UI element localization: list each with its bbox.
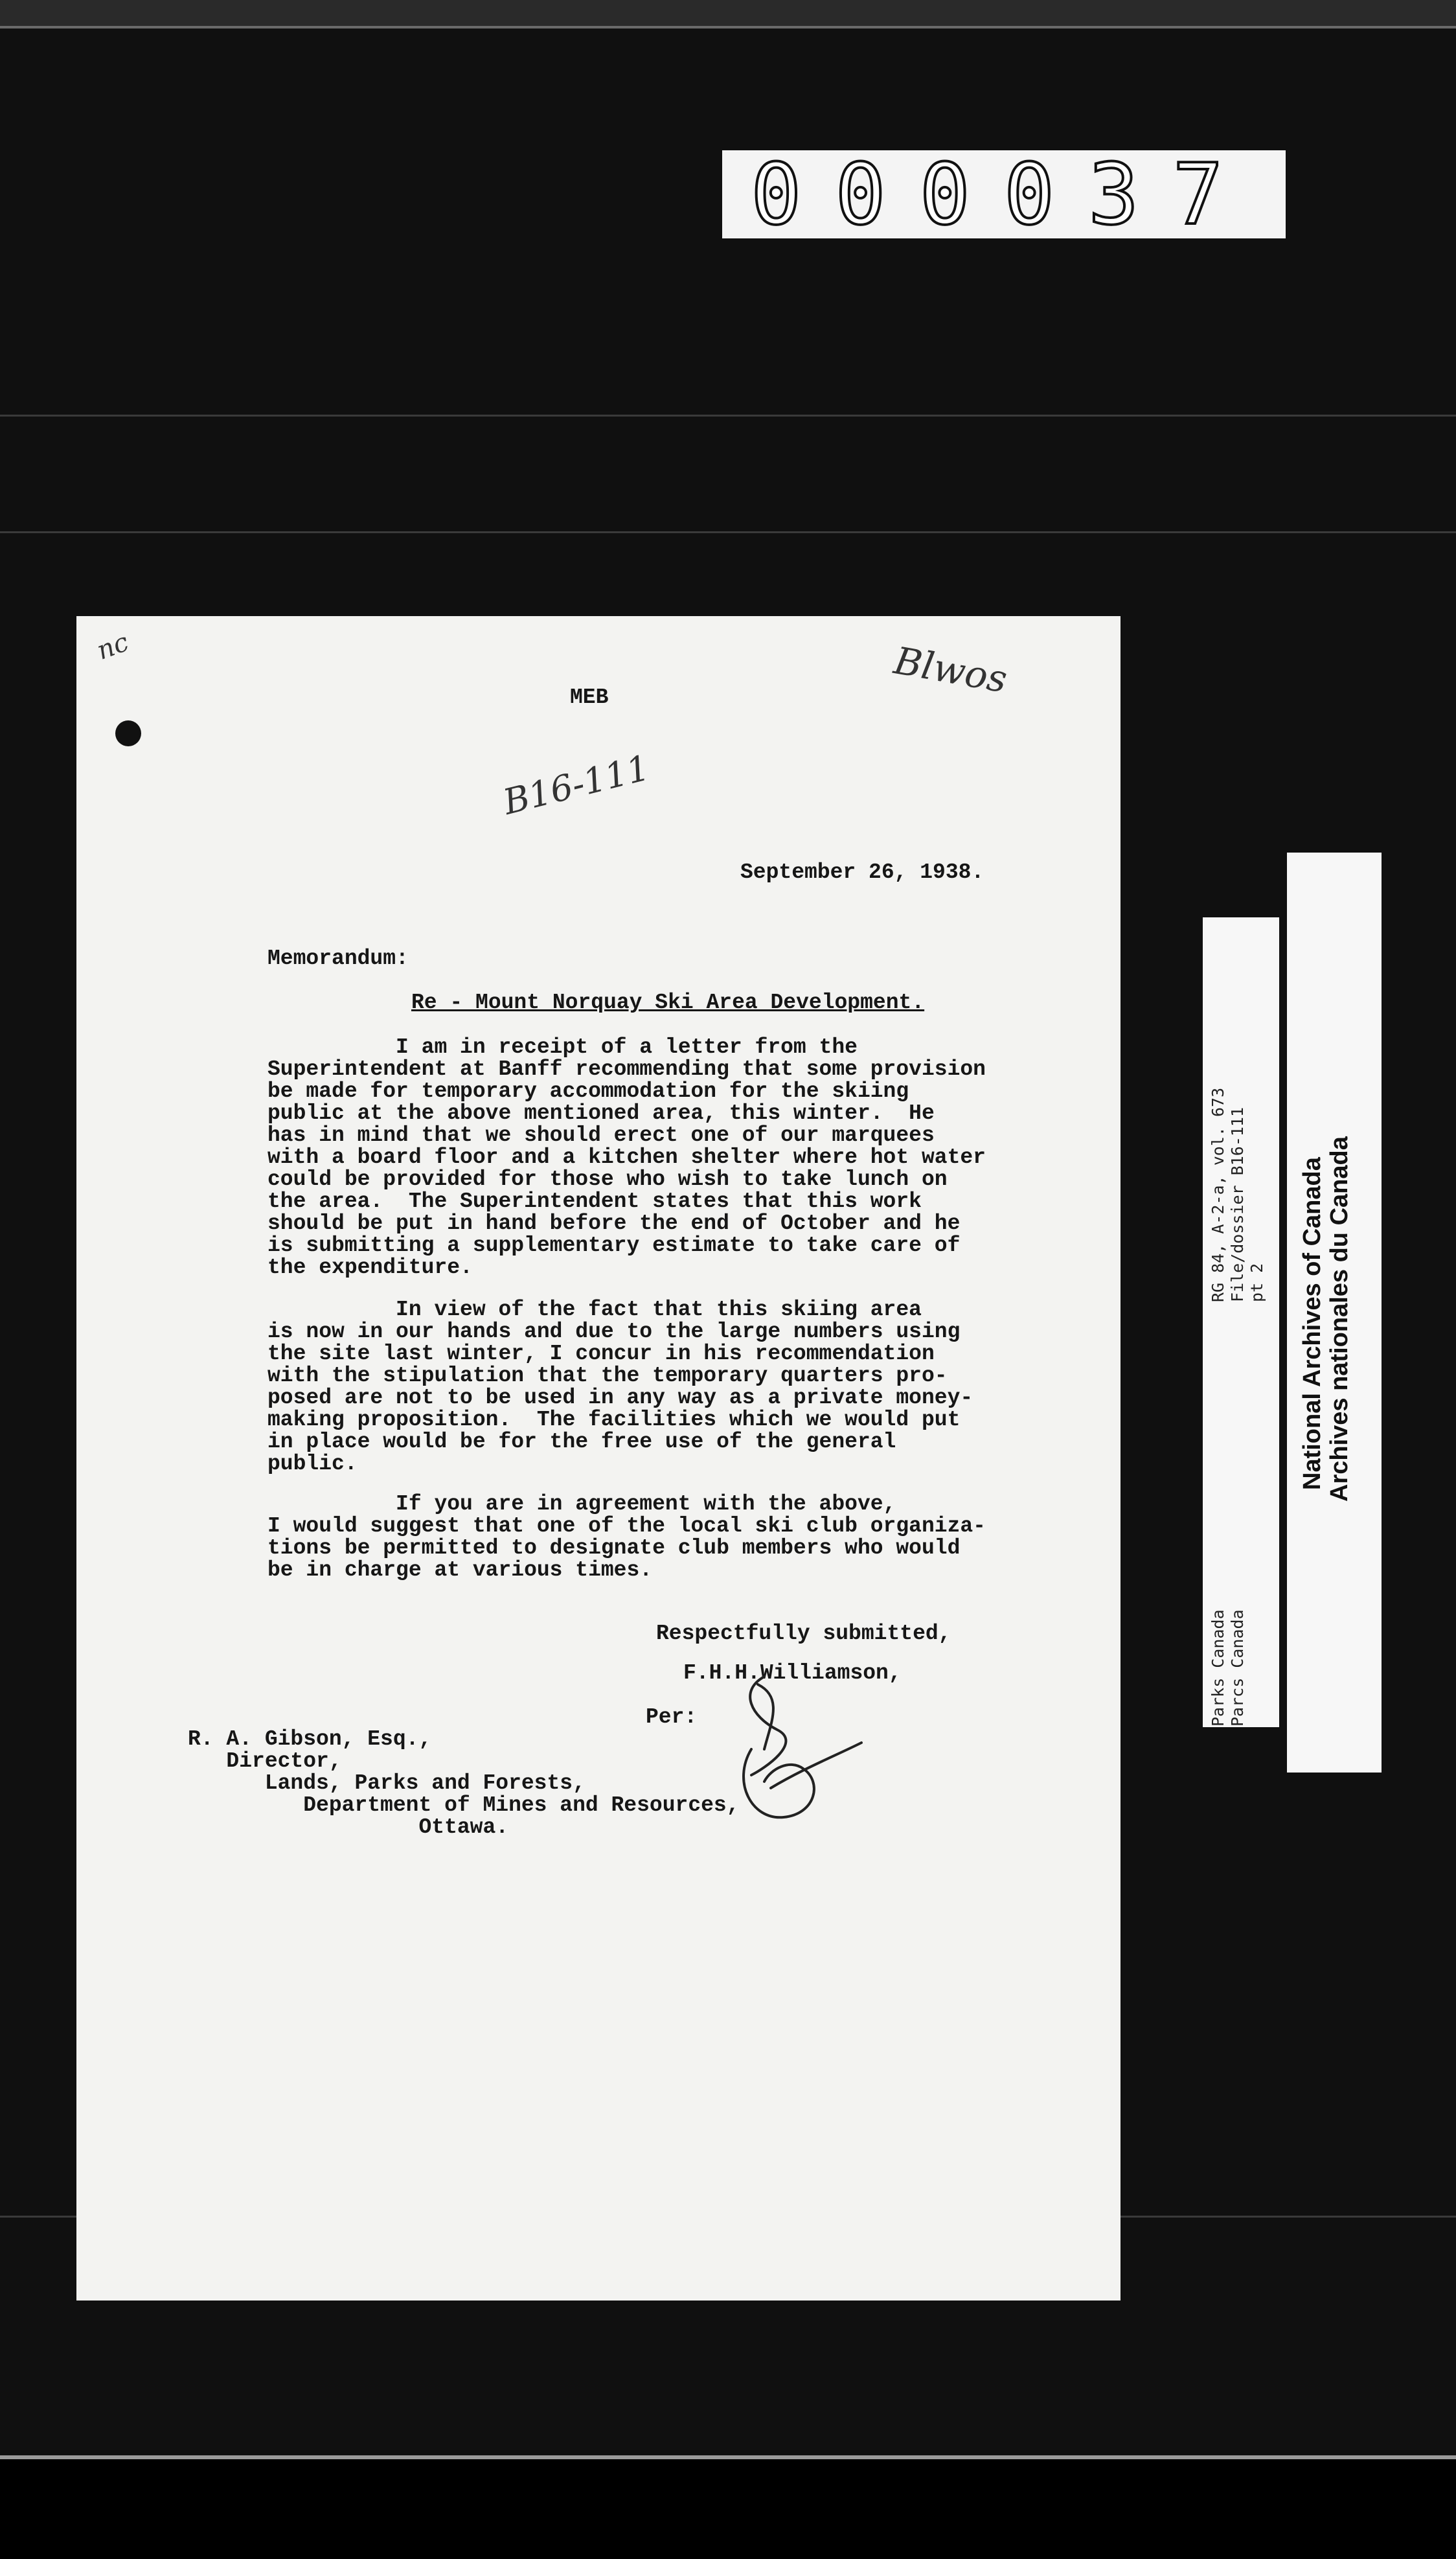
text-line: with a board floor and a kitchen shelter where hot water	[267, 1145, 986, 1169]
handwritten-corner-note: nc	[93, 627, 133, 666]
text-line: be made for temporary accommodation for the skiing	[267, 1079, 909, 1103]
archive-title-fr: Archives nationales du Canada	[1326, 1136, 1353, 1502]
archive-reference-panel	[1203, 917, 1279, 1727]
text-line: Director,	[188, 1749, 342, 1773]
text-line: with the stipulation that the temporary quarters pro-	[267, 1364, 948, 1388]
text-line: Superintendent at Banff recommending that some provision	[267, 1057, 986, 1081]
text-line: Lands, Parks and Forests,	[188, 1771, 586, 1795]
punch-hole	[115, 720, 141, 746]
archive-text-line: Parcs Canada	[1228, 1609, 1247, 1727]
film-scratch	[0, 415, 1456, 417]
archive-text-line: pt 2	[1247, 1263, 1266, 1302]
text-line: should be put in hand before the end of October and he	[267, 1211, 961, 1235]
handwritten-stamp-note: Blwos	[891, 638, 1011, 702]
film-top-edge	[0, 0, 1456, 29]
text-line: If you are in agreement with the above,	[267, 1492, 896, 1516]
frame-number-label	[722, 145, 1286, 244]
text-line: the area. The Superintendent states that this work	[267, 1189, 922, 1213]
text-line: is now in our hands and due to the large numbers using	[267, 1320, 961, 1344]
text-line: I would suggest that one of the local ski club organiza-	[267, 1514, 986, 1538]
film-scratch	[0, 531, 1456, 533]
text-line: public at the above mentioned area, this winter. He	[267, 1101, 935, 1125]
memo-date: September 26, 1938.	[740, 860, 984, 884]
text-line: public.	[267, 1452, 358, 1476]
text-line: Department of Mines and Resources,	[188, 1793, 740, 1817]
text-line: in place would be for the free use of the general	[267, 1430, 896, 1454]
text-line: could be provided for those who wish to take lunch on	[267, 1167, 948, 1191]
handwritten-signature	[725, 1671, 881, 1833]
text-line: posed are not to be used in any way as a private money-	[267, 1386, 973, 1410]
text-line: I am in receipt of a letter from the	[267, 1035, 858, 1059]
archive-text-line: Parks Canada	[1209, 1609, 1227, 1727]
handwritten-file-number: B16-111	[499, 747, 654, 823]
frame-number: 000037	[751, 145, 1257, 244]
memo-heading: Memorandum:	[267, 947, 409, 970]
memo-closing: Respectfully submitted,	[656, 1622, 951, 1646]
archive-text-line: RG 84, A-2-a, vol. 673	[1209, 1087, 1227, 1302]
archive-title-en: National Archives of Canada	[1299, 1157, 1326, 1490]
memo-signatory: F.H.H.Williamson,	[683, 1661, 902, 1685]
text-line: is submitting a supplementary estimate to take care of	[267, 1234, 961, 1257]
memo-subject: Re - Mount Norquay Ski Area Development.	[411, 991, 925, 1015]
text-line: making proposition. The facilities which we would put	[267, 1408, 961, 1432]
archive-text-line: File/dossier B16-111	[1228, 1107, 1247, 1302]
text-line: tions be permitted to designate club members who would	[267, 1536, 961, 1560]
text-line: be in charge at various times.	[267, 1558, 653, 1582]
text-line: In view of the fact that this skiing area	[267, 1298, 922, 1322]
text-line: the expenditure.	[267, 1256, 473, 1280]
film-bottom-edge	[0, 2455, 1456, 2559]
memo-per: Per:	[646, 1705, 698, 1729]
text-line: the site last winter, I concur in his recommendation	[267, 1342, 935, 1366]
text-line: Ottawa.	[188, 1815, 509, 1839]
text-line: R. A. Gibson, Esq.,	[188, 1727, 432, 1751]
typist-initials: MEB	[570, 685, 609, 709]
text-line: has in mind that we should erect one of our marquees	[267, 1123, 935, 1147]
